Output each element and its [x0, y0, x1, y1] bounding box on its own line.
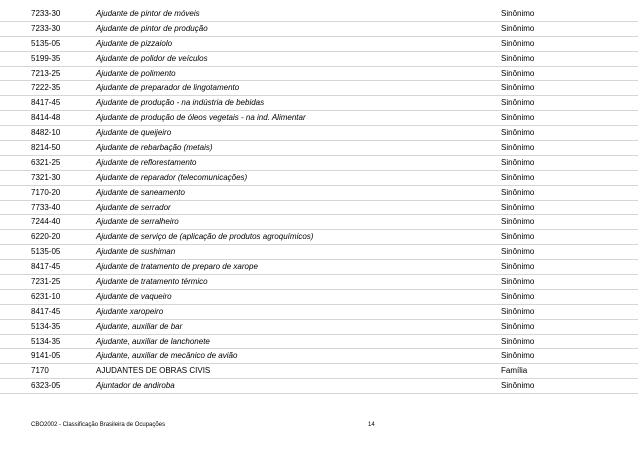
occupation-type: Sinônimo — [501, 351, 535, 361]
occupation-title: Ajudante de pintor de produção — [96, 23, 208, 33]
list-item — [0, 215, 638, 230]
occupation-type: Sinônimo — [501, 202, 535, 212]
list-item — [0, 52, 638, 67]
occupation-type: Sinônimo — [501, 23, 535, 33]
list-item — [0, 67, 638, 82]
occupation-title: Ajudante de rebarbação (metais) — [96, 143, 213, 153]
list-item — [0, 7, 638, 22]
occupation-type: Sinônimo — [501, 217, 535, 227]
occupation-title: Ajudante de sushiman — [96, 247, 176, 257]
occupation-code: 7244-40 — [31, 217, 61, 227]
occupation-code: 8214-50 — [31, 143, 61, 153]
occupation-type: Sinônimo — [501, 306, 535, 316]
occupation-title: Ajudante de reparador (telecomunicações) — [96, 172, 248, 182]
list-item — [0, 111, 638, 126]
list-item — [0, 305, 638, 320]
list-item — [0, 290, 638, 305]
occupation-type: Sinônimo — [501, 321, 535, 331]
occupation-code: 7222-35 — [31, 83, 61, 93]
list-item — [0, 335, 638, 350]
occupation-code: 9141-05 — [31, 351, 61, 361]
occupation-title: Ajudante xaropeiro — [96, 306, 164, 316]
occupation-type: Sinônimo — [501, 232, 535, 242]
list-item — [0, 126, 638, 141]
occupation-title: Ajudante de polimento — [96, 68, 176, 78]
list-item — [0, 96, 638, 111]
occupation-code: 8417-45 — [31, 262, 61, 272]
occupation-title: Ajudante de tratamento térmico — [96, 277, 208, 287]
occupation-title: Ajuntador de andiroba — [96, 381, 175, 391]
occupation-title: AJUDANTES DE OBRAS CIVIS — [96, 366, 211, 376]
occupation-type: Sinônimo — [501, 291, 535, 301]
occupation-code: 6231-10 — [31, 291, 61, 301]
occupation-code: 7233-30 — [31, 9, 61, 18]
occupation-code: 7213-25 — [31, 68, 61, 78]
page-number: 14 — [368, 422, 375, 428]
list-item — [0, 186, 638, 201]
occupation-title: Ajudante, auxiliar de bar — [96, 321, 183, 331]
occupation-code: 7321-30 — [31, 172, 61, 182]
occupation-code: 8414-48 — [31, 113, 61, 123]
occupation-type: Sinônimo — [501, 128, 535, 138]
occupation-code: 5134-35 — [31, 321, 61, 331]
occupation-title: Ajudante de produção - na indústria de bebidas — [96, 98, 265, 108]
occupation-code: 5134-35 — [31, 336, 61, 346]
occupation-code: 7170 — [31, 366, 49, 376]
list-item — [0, 349, 638, 364]
occupation-code: 8417-45 — [31, 98, 61, 108]
list-item — [0, 379, 638, 394]
list-item — [0, 275, 638, 290]
list-item — [0, 156, 638, 171]
list-item — [0, 364, 638, 379]
occupation-type: Sinônimo — [501, 381, 535, 391]
occupation-title: Ajudante de serviço de (aplicação de produtos agroquímicos) — [96, 232, 314, 242]
occupation-title: Ajudante de tratamento de preparo de xarope — [96, 262, 258, 272]
occupation-code: 7233-30 — [31, 23, 61, 33]
occupation-title: Ajudante de preparador de lingotamento — [96, 83, 240, 93]
occupation-type: Sinônimo — [501, 9, 535, 18]
occupation-title: Ajudante de pizzaiolo — [96, 38, 173, 48]
occupation-code: 7733-40 — [31, 202, 61, 212]
occupation-code: 6323-05 — [31, 381, 61, 391]
list-item — [0, 260, 638, 275]
occupation-code: 6220-20 — [31, 232, 61, 242]
occupation-type: Sinônimo — [501, 187, 535, 197]
occupation-type: Sinônimo — [501, 247, 535, 257]
occupation-type: Família — [501, 366, 528, 376]
occupation-type: Sinônimo — [501, 157, 535, 167]
occupation-code: 5199-35 — [31, 53, 61, 63]
occupation-type: Sinônimo — [501, 83, 535, 93]
list-item — [0, 141, 638, 156]
footer-source: CBO2002 - Classificação Brasileira de Ocupações — [31, 422, 166, 428]
occupation-code: 5135-05 — [31, 247, 61, 257]
occupation-title: Ajudante de vaqueiro — [96, 291, 172, 301]
occupation-title: Ajudante de serralheiro — [96, 217, 179, 227]
list-item — [0, 201, 638, 216]
occupation-title: Ajudante, auxiliar de mecânico de avião — [96, 351, 238, 361]
occupation-code: 5135-05 — [31, 38, 61, 48]
occupation-title: Ajudante de produção de óleos vegetais - na ind. Alimentar — [96, 113, 306, 123]
occupation-title: Ajudante de serrador — [96, 202, 171, 212]
page-footer — [31, 419, 611, 431]
occupation-type: Sinônimo — [501, 336, 535, 346]
occupation-type: Sinônimo — [501, 277, 535, 287]
list-item — [0, 320, 638, 335]
occupation-type: Sinônimo — [501, 172, 535, 182]
list-item — [0, 81, 638, 96]
list-item — [0, 37, 638, 52]
occupation-code: 8482-10 — [31, 128, 61, 138]
occupation-title: Ajudante de queijeiro — [96, 128, 172, 138]
occupation-type: Sinônimo — [501, 53, 535, 63]
occupation-code: 8417-45 — [31, 306, 61, 316]
occupation-title: Ajudante, auxiliar de lanchonete — [96, 336, 210, 346]
list-item — [0, 171, 638, 186]
occupation-type: Sinônimo — [501, 143, 535, 153]
list-item — [0, 22, 638, 37]
occupation-title: Ajudante de saneamento — [96, 187, 185, 197]
occupation-title: Ajudante de reflorestamento — [96, 157, 197, 167]
occupation-list — [0, 7, 638, 394]
occupation-type: Sinônimo — [501, 68, 535, 78]
occupation-type: Sinônimo — [501, 98, 535, 108]
occupation-code: 7170-20 — [31, 187, 61, 197]
occupation-type: Sinônimo — [501, 38, 535, 48]
occupation-code: 6321-25 — [31, 157, 61, 167]
list-item — [0, 245, 638, 260]
occupation-title: Ajudante de pintor de móveis — [96, 9, 200, 18]
occupation-code: 7231-25 — [31, 277, 61, 287]
occupation-type: Sinônimo — [501, 262, 535, 272]
list-item — [0, 230, 638, 245]
occupation-title: Ajudante de polidor de veículos — [96, 53, 208, 63]
occupation-type: Sinônimo — [501, 113, 535, 123]
